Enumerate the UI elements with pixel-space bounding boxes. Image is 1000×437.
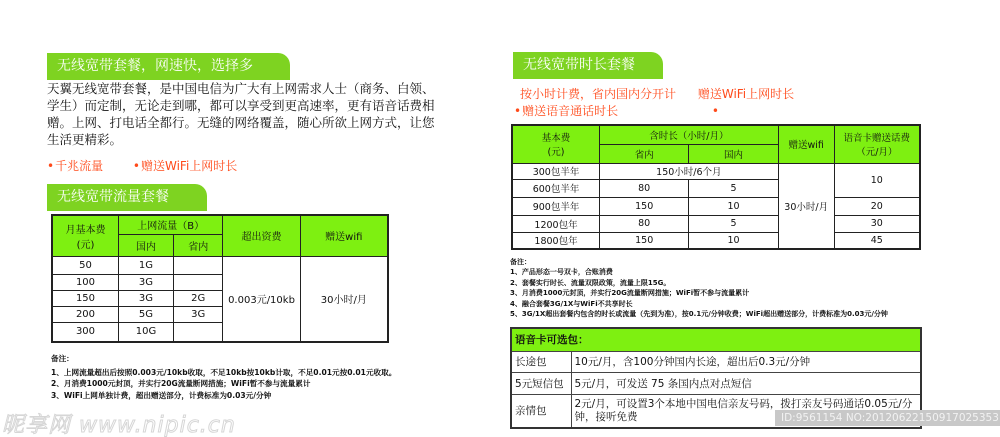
cell-domestic: 3G [118,274,173,290]
table-row [511,351,921,372]
watermark-logo: 昵享网 www.nipic.cn [2,413,236,437]
header-voice-credit: 语音卡赠送话费 （元/月） [834,125,920,163]
header-domestic: 国内 [689,144,778,163]
image-id-strip: ID:9561154 NO:20120622150917025353 [775,410,1000,426]
cell-provincial: 3G [173,306,223,322]
cell-provincial: 150 [600,197,689,215]
cell-domestic: 10G [118,322,173,342]
header-domestic: 国内 [118,234,173,256]
cell-voice: 30 [834,215,920,232]
cell-wifi: 30小时/月 [778,163,834,249]
cell-domestic: 5G [118,306,173,322]
section-title-duration-plan: 无线宽带时长套餐 [513,52,663,79]
duration-plan-table [511,124,921,250]
header-wifi: 赠送wifi [300,215,388,256]
cell-provincial: 80 [600,215,689,232]
note-item: 2、月消费1000元封顶，并实行20G流量断网措施；WiFi暂不参与流量累计 [51,379,311,388]
header-traffic: 上网流量（B） [118,215,222,234]
header-wifi: 赠送wifi [778,125,834,163]
header-duration: 含时长（小时/月） [600,125,779,144]
feature-bullets [47,157,263,174]
voice-packs-heading: 语音卡可选包： [511,328,921,351]
cell-fee: 150 [52,290,118,306]
section-title-wireless-broadband: 无线宽带套餐，网速快，选择多 [47,53,290,80]
traffic-plan-table [51,214,389,343]
cell-domestic: 5 [689,215,778,232]
bullet-item: 赠送WiFi上网时长 [697,87,795,101]
table-row [511,372,921,394]
pack-name: 长途包 [511,351,571,372]
cell-domestic: 1G [118,256,173,274]
cell-provincial [173,256,223,274]
cell-fee: 600包半年 [512,179,600,197]
traffic-plan-notes [51,353,396,401]
pack-desc: 10元/月，含100分钟国内长途，超出后0.3元/分钟 [571,351,921,372]
header-provincial: 省内 [600,144,689,163]
cell-fee: 1200包年 [512,215,600,232]
section-title-traffic-plan: 无线宽带流量套餐 [47,184,207,211]
cell-domestic: 10 [689,197,778,215]
cell-provincial: 150 [600,232,689,249]
cell-fee: 100 [52,274,118,290]
header-base-fee: 基本费 (元) [512,125,600,163]
cell-provincial: 2G [173,290,223,306]
bullet-item: •赠送WiFi上网时长 [132,159,238,173]
duration-bullets [514,86,820,120]
cell-fee: 300 [52,322,118,342]
cell-fee: 50 [52,256,118,274]
pack-name: 5元短信包 [511,372,571,394]
pack-name: 亲情包 [511,394,571,428]
cell-voice: 45 [834,232,920,249]
cell-voice: 10 [834,163,920,197]
duration-plan-notes [510,257,888,319]
notes-heading: 备注： [51,354,74,363]
cell-provincial [173,274,223,290]
table-row [512,232,920,249]
bullet-dot-icon: • [132,159,140,173]
note-item: 1、产品形态一号双卡，合账消费 [510,268,613,277]
bullet-item: •千兆流量 [47,159,104,173]
cell-domestic: 3G [118,290,173,306]
cell-provincial: 80 [600,179,689,197]
note-item: 5、3G/1X超出套餐内包含的时长或流量（先到为准），按0.1元/分钟收费；WiFi超出赠送部分，计费标准为0.03元/分钟 [510,310,888,319]
table-row [52,256,388,274]
note-item: 3、WiFi上网单独计费，超出赠送部分，计费标准为0.03元/分钟 [51,390,272,400]
cell-duration-merged: 150小时/6个月 [600,163,779,179]
cell-fee: 1800包年 [512,232,600,249]
cell-wifi: 30小时/月 [300,256,388,342]
bullet-item: 按小时计费，省内国内分开计 [520,87,677,101]
header-provincial: 省内 [173,234,223,256]
bullet-dot-icon: • [514,104,522,118]
note-item: 3、月消费1000元封顶，并实行20G流量断网措施；WiFi暂不参与流量累计 [510,289,750,298]
note-item: 2、套餐实行时长、流量双限政策，流量上限15G。 [510,278,671,287]
notes-heading: 备注： [510,258,531,266]
cell-fee: 900包半年 [512,197,600,215]
bullet-dot-icon: • [47,159,55,173]
note-item: 1、上网流量超出后按照0.003元/10kb收取，不足10kb按10kb计取，不足0.01元按0.01元收取。 [51,367,397,377]
table-row [512,215,920,232]
note-item: 4、融合套餐3G/1X与WiFi不共享时长 [510,299,633,308]
cell-fee: 200 [52,306,118,322]
cell-overage: 0.003元/10kb [223,256,300,342]
header-base-fee: 月基本费 (元) [52,215,118,256]
table-row [512,197,920,215]
bullet-item: •赠送语音通话时长 [514,104,619,118]
cell-voice: 20 [834,197,920,215]
cell-domestic: 5 [689,179,778,197]
cell-provincial [173,322,223,342]
intro-paragraph: 天翼无线宽带套餐，是中国电信为广大有上网需求人士（商务、白领、学生）而定制，无论走到哪，都可以享受到更高速率，更有语音话费相赠。上网、打电话全都行。无缝的网络覆盖，随心所欲上网方式，让您生活更精彩。 [47,81,435,147]
bullet-dot-icon: • [711,104,719,118]
cell-fee: 300包半年 [512,163,600,179]
cell-domestic: 10 [689,232,778,249]
header-overage: 超出资费 [223,215,300,256]
pack-desc: 2元/月，可设置3个本地中国电信亲友号码，拨打亲友号码通话0.05元/分钟，接听免费 [571,394,921,428]
table-row [512,163,920,179]
pack-desc: 5元/月，可发送 75 条国内点对点短信 [571,372,921,394]
